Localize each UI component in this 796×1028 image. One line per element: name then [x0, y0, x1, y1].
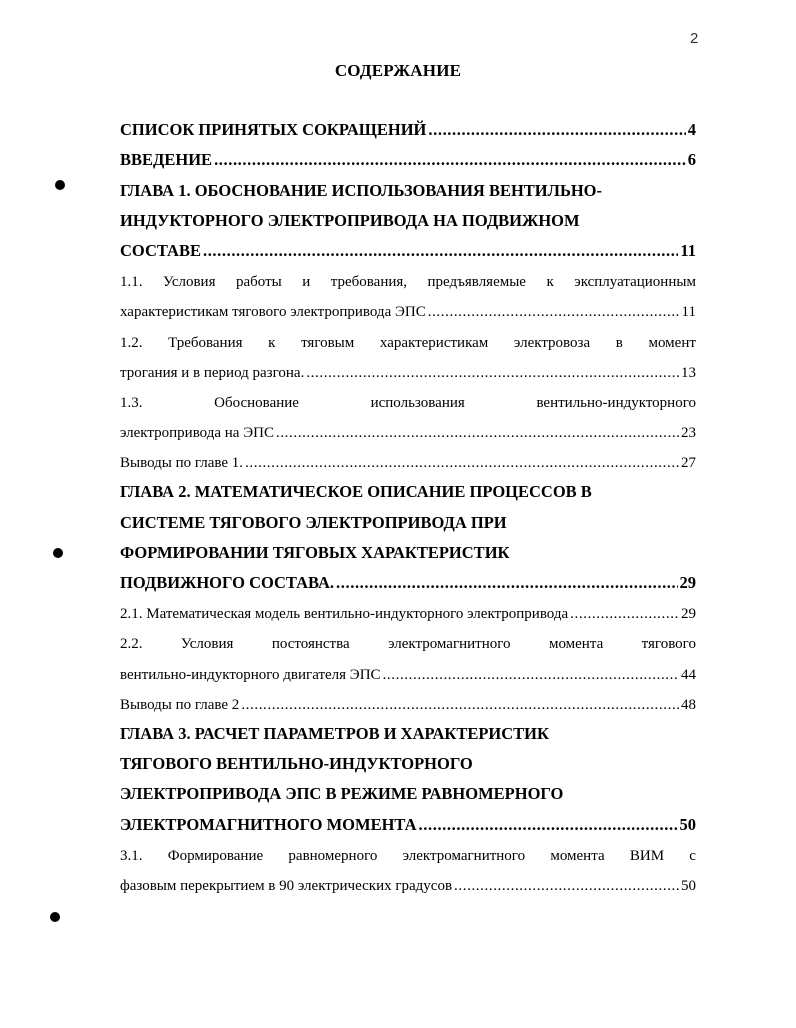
- toc-text: ВВЕДЕНИЕ: [120, 150, 213, 170]
- toc-text: ПОДВИЖНОГО СОСТАВА.: [120, 573, 335, 592]
- toc-text-word: электромагнитного: [388, 636, 511, 653]
- toc-page-number: 50: [679, 814, 696, 834]
- toc-leader-dots: [214, 150, 686, 170]
- toc-text-word: использования: [370, 394, 465, 411]
- toc-page-number: 11: [681, 304, 696, 321]
- toc-text: трогания и в период разгона.: [120, 364, 305, 381]
- toc-text-word: ВИМ: [629, 847, 665, 864]
- toc-text: 2.1. Математическая модель вентильно-индукторного электропривода: [120, 606, 569, 623]
- toc-chapter-line: [120, 779, 696, 809]
- toc-chapter-line: [120, 145, 696, 175]
- toc-text: ИНДУКТОРНОГО ЭЛЕКТРОПРИВОДА НА ПОДВИЖНОМ: [120, 210, 580, 230]
- toc-leader-dots: [570, 606, 679, 623]
- toc-page-number: 44: [681, 666, 696, 683]
- toc-page-number: 13: [681, 364, 696, 381]
- toc-text-word: работы: [235, 274, 282, 291]
- toc-section-line: [120, 417, 696, 447]
- toc-text: фазовым перекрытием в 90 электрических градусов: [120, 877, 453, 894]
- toc-leader-dots: [454, 878, 679, 895]
- toc-text-word: Формирование: [167, 847, 264, 864]
- toc-text-word: Условия: [180, 636, 234, 653]
- toc-text: характеристикам тягового электропривода ЭПС: [120, 304, 426, 321]
- toc-leader-dots: [245, 455, 679, 472]
- toc-section-line: [120, 689, 696, 719]
- toc-text-word: Требования: [168, 334, 243, 351]
- toc-text: ГЛАВА 1. ОБОСНОВАНИЕ ИСПОЛЬЗОВАНИЯ ВЕНТИЛЬНО-: [120, 180, 603, 200]
- toc-text-word: Условия: [163, 274, 216, 291]
- toc-chapter-line: [120, 568, 696, 598]
- toc-section-line: [120, 840, 696, 870]
- hole-punch-mark: [55, 180, 65, 190]
- toc-page-number: 29: [679, 573, 696, 592]
- toc-chapter-line: [120, 507, 696, 537]
- toc-text-word: электровоза: [513, 334, 591, 351]
- toc-text-word: тягового: [641, 636, 696, 653]
- toc-leader-dots: [428, 304, 680, 321]
- toc-page-number: 29: [681, 606, 696, 623]
- table-of-contents: [120, 115, 696, 900]
- toc-text-word: с: [689, 847, 696, 864]
- toc-text-word: 3.1.: [120, 847, 143, 864]
- toc-leader-dots: [428, 120, 685, 140]
- toc-leader-dots: [241, 697, 679, 714]
- toc-text-word: 1.1.: [120, 274, 143, 291]
- toc-section-line: [120, 447, 696, 477]
- toc-page-number: 23: [681, 425, 696, 442]
- toc-chapter-line: [120, 719, 696, 749]
- toc-chapter-line: [120, 749, 696, 779]
- toc-text-word: тяговым: [301, 334, 355, 351]
- toc-text-word: в: [615, 334, 623, 351]
- toc-text: Выводы по главе 2: [120, 696, 240, 713]
- toc-text: СИСТЕМЕ ТЯГОВОГО ЭЛЕКТРОПРИВОДА ПРИ: [120, 512, 507, 532]
- toc-text: ГЛАВА 2. МАТЕМАТИЧЕСКОЕ ОПИСАНИЕ ПРОЦЕССОВ В: [120, 482, 592, 502]
- toc-text: вентильно-индукторного двигателя ЭПС: [120, 666, 381, 683]
- toc-text: ФОРМИРОВАНИИ ТЯГОВЫХ ХАРАКТЕРИСТИК: [120, 542, 510, 562]
- toc-text-word: постоянства: [271, 636, 350, 653]
- toc-leader-dots: [203, 241, 678, 261]
- toc-text: Выводы по главе 1.: [120, 455, 244, 472]
- toc-chapter-line: [120, 538, 696, 568]
- toc-text-word: момент: [648, 334, 696, 351]
- toc-chapter-line: [120, 236, 696, 266]
- toc-page-number: 6: [687, 150, 696, 170]
- toc-text: ЭЛЕКТРОМАГНИТНОГО МОМЕНТА: [120, 814, 417, 834]
- toc-section-line: [120, 387, 696, 417]
- toc-section-line: [120, 598, 696, 628]
- toc-chapter-line: [120, 206, 696, 236]
- toc-text-word: момента: [550, 847, 605, 864]
- toc-chapter-line: [120, 175, 696, 205]
- toc-text-word: характеристикам: [379, 334, 489, 351]
- toc-page-number: 4: [687, 120, 696, 140]
- toc-text: СПИСОК ПРИНЯТЫХ СОКРАЩЕНИЙ: [120, 120, 427, 140]
- toc-text-word: к: [546, 274, 554, 291]
- toc-text-word: Обоснование: [214, 394, 299, 411]
- hole-punch-mark: [53, 548, 63, 558]
- toc-section-line: [120, 658, 696, 688]
- toc-section-line: [120, 266, 696, 296]
- hole-punch-mark: [50, 912, 60, 922]
- toc-section-line: [120, 296, 696, 326]
- toc-text: ТЯГОВОГО ВЕНТИЛЬНО-ИНДУКТОРНОГО: [120, 754, 473, 774]
- toc-text-word: равномерного: [288, 847, 378, 864]
- toc-page-number: 50: [681, 877, 696, 894]
- toc-text-word: вентильно-индукторного: [536, 394, 696, 411]
- page-title: СОДЕРЖАНИЕ: [334, 61, 462, 80]
- toc-section-line: [120, 326, 696, 356]
- toc-leader-dots: [306, 365, 679, 382]
- toc-text-word: электромагнитного: [402, 847, 526, 864]
- toc-text-word: и: [302, 274, 311, 291]
- toc-text-word: момента: [548, 636, 604, 653]
- toc-section-line: [120, 357, 696, 387]
- toc-text-word: к: [268, 334, 276, 351]
- toc-page-number: 27: [681, 455, 696, 472]
- toc-text-word: 2.2.: [120, 636, 143, 653]
- toc-text: СОСТАВЕ: [120, 240, 201, 260]
- toc-leader-dots: [276, 425, 679, 442]
- toc-page-number: 48: [681, 696, 696, 713]
- toc-page-number: 11: [680, 240, 696, 260]
- toc-text: электропривода на ЭПС: [120, 425, 274, 442]
- toc-text-word: эксплуатационным: [574, 274, 696, 291]
- toc-leader-dots: [383, 667, 679, 684]
- toc-chapter-line: [120, 115, 696, 145]
- toc-text-word: предъявляемые: [427, 274, 526, 291]
- toc-leader-dots: [336, 573, 677, 593]
- toc-leader-dots: [419, 815, 678, 835]
- toc-chapter-line: [120, 809, 696, 839]
- toc-text: ЭЛЕКТРОПРИВОДА ЭПС В РЕЖИМЕ РАВНОМЕРНОГО: [120, 784, 564, 804]
- toc-chapter-line: [120, 477, 696, 507]
- toc-section-line: [120, 628, 696, 658]
- page-number: 2: [690, 30, 699, 47]
- toc-section-line: [120, 870, 696, 900]
- toc-text: ГЛАВА 3. РАСЧЕТ ПАРАМЕТРОВ И ХАРАКТЕРИСТИК: [120, 723, 549, 743]
- toc-text-word: 1.2.: [120, 334, 143, 351]
- toc-text-word: 1.3.: [120, 394, 143, 411]
- toc-text-word: требования,: [330, 274, 408, 291]
